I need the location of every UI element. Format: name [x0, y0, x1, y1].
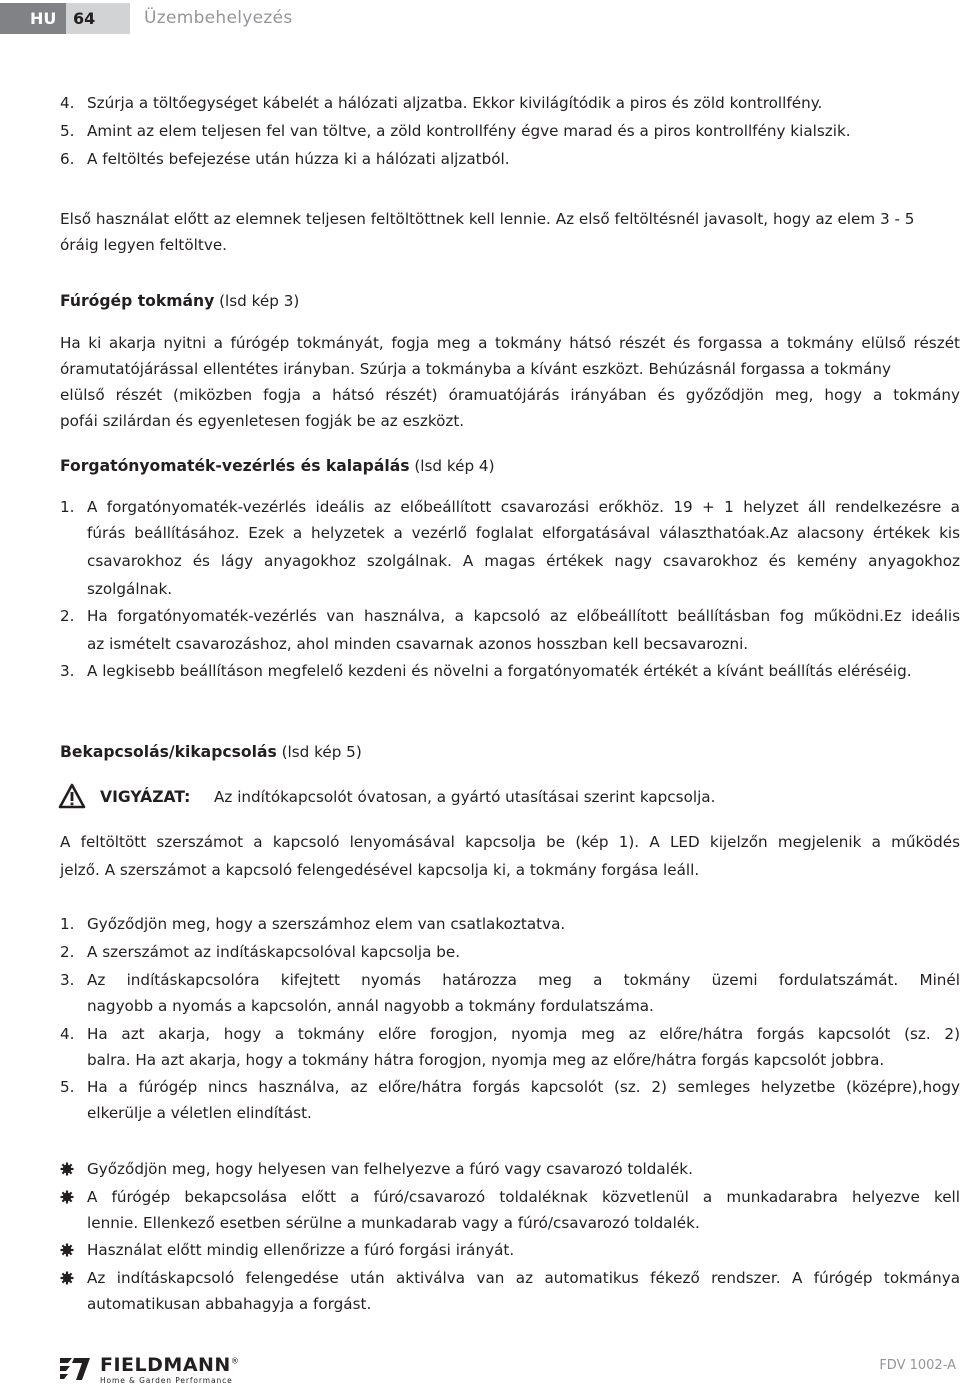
model-number: FDV 1002-A	[879, 1358, 956, 1373]
bullet-gear-icon	[60, 1162, 74, 1176]
power-step-line: Ha azt akarja, hogy a tokmány előre forogjon, nyomja meg az előre/hátra forgás kapcsolót (sz. 2)	[87, 1025, 960, 1043]
first-use-paragraph: Első használat előtt az elemnek teljesen feltöltöttnek kell lennie. Az első feltöltésnél javasolt, hogy az elem 3 - 5	[60, 210, 915, 228]
power-step-number: 1.	[60, 915, 75, 933]
power-step-line: Győződjön meg, hogy a szerszámhoz elem van csatlakoztatva.	[87, 915, 566, 933]
step-number: 4.	[60, 94, 75, 112]
chuck-heading	[60, 288, 960, 314]
power-intro-line: A feltöltött szerszámot a kapcsoló lenyomásával kapcsolja be (kép 1). A LED kijelzőn megjelenik a működés	[60, 833, 960, 851]
power-step-line: Az indításkapcsolóra kifejtett nyomás határozza meg a tokmány üzemi fordulatszámát. Minél	[87, 971, 960, 989]
power-ref: (lsd kép 5)	[276, 743, 362, 761]
power-step-line: nagyobb a nyomás a kapcsolón, annál nagyobb a tokmány fordulatszáma.	[87, 997, 654, 1015]
bullet-gear-icon	[60, 1190, 74, 1204]
power-step-number: 3.	[60, 971, 75, 989]
chuck-text-line: óramutatójárással ellentétes irányban. Szúrja a tokmányba a kívánt eszközt. Behúzásnál forgassa a tokmány	[60, 360, 892, 378]
chuck-text-line: Ha ki akarja nyitni a fúrógép tokmányát, fogja meg a tokmány hátsó részét és forgassa a tokmány elülső részét	[60, 334, 960, 352]
page-number-badge	[66, 3, 130, 34]
power-step-line: elkerülje a véletlen elindítást.	[87, 1104, 312, 1122]
step-text: A feltöltés befejezése után húzza ki a hálózati aljzatból.	[87, 150, 510, 168]
bullet-line: Az indításkapcsoló felengedése után aktiválva van az automatikus fékező rendszer. A fúrógép tokmánya	[87, 1269, 960, 1287]
torque-item-number: 2.	[60, 607, 75, 625]
power-step-line: A szerszámot az indításkapcsolóval kapcsolja be.	[87, 943, 461, 961]
torque-title: Forgatónyomaték-vezérlés és kalapálás	[60, 457, 410, 475]
chuck-title: Fúrógép tokmány	[60, 292, 215, 310]
power-title: Bekapcsolás/kikapcsolás	[60, 743, 277, 761]
power-step-number: 2.	[60, 943, 75, 961]
chuck-text-line: elülső részét (miközben fogja a hátsó részét) óramuatójárás irányában és győződjön meg, hogy a tokmány	[60, 386, 960, 404]
torque-ref: (lsd kép 4)	[409, 457, 495, 475]
torque-item-line: Ha forgatónyomaték-vezérlés van használva, a kapcsoló az előbeállított beállításban fog működni.Ez ideális	[87, 607, 960, 625]
section-title: Üzembehelyezés	[144, 8, 293, 28]
torque-item-line: A forgatónyomaték-vezérlés ideális az előbeállított csavarozási erőkhöz. 19 + 1 helyzet áll rendelkezésre a	[87, 498, 960, 516]
power-step-number: 5.	[60, 1078, 75, 1096]
step-text: Szúrja a töltőegységet kábelét a hálózati aljzatba. Ekkor kivilágítódik a piros és zöld kontrollfény.	[87, 94, 823, 112]
page-header	[0, 0, 960, 34]
fieldmann-logo-icon	[58, 1354, 92, 1384]
brand-logo	[58, 1352, 258, 1386]
bullet-line: Használat előtt mindig ellenőrizze a fúró forgási irányát.	[87, 1241, 515, 1259]
bullet-line: automatikusan abbahagyja a forgást.	[87, 1295, 372, 1313]
page-number: 64	[73, 9, 96, 28]
torque-item-number: 3.	[60, 662, 75, 680]
brand-name: FIELDMANN®	[100, 1354, 240, 1376]
warning-triangle-icon	[58, 783, 86, 809]
torque-heading	[60, 453, 960, 479]
torque-item-line: fúrás beállításához. Ezek a helyzetek a vezérlő foglalat elforgatásával választhatóak.Az alacsony értékek kis	[87, 524, 960, 542]
torque-item-number: 1.	[60, 498, 75, 516]
power-step-line: Ha a fúrógép nincs használva, az előre/hátra forgás kapcsolót (sz. 2) semleges helyzetbe (középre),hogy	[87, 1078, 960, 1096]
first-use-paragraph: óráig legyen feltöltve.	[60, 236, 228, 254]
chuck-text-line: pofái szilárdan és egyenletesen fogják be az eszközt.	[60, 412, 465, 430]
bullet-line: lennie. Ellenkező esetben sérülne a munkadarab vagy a fúró/csavarozó toldalék.	[87, 1214, 700, 1232]
chuck-ref: (lsd kép 3)	[214, 292, 300, 310]
torque-item-line: az ismételt csavarozáshoz, ahol minden csavarnak azonos hosszban kell becsavarozni.	[87, 635, 749, 653]
brand-tagline: Home & Garden Performance	[100, 1376, 233, 1385]
bullet-line: A fúrógép bekapcsolása előtt a fúró/csavarozó toldaléknak közvetlenül a munkadarabra helyezve kell	[87, 1188, 960, 1206]
bullet-gear-icon	[60, 1271, 74, 1285]
step-number: 5.	[60, 122, 75, 140]
torque-item-line: szolgálnak.	[87, 580, 173, 598]
power-intro-line: jelző. A szerszámot a kapcsoló felengedésével kapcsolja ki, a tokmány forgása leáll.	[60, 861, 700, 879]
warning-label: VIGYÁZAT:	[100, 788, 191, 806]
power-step-number: 4.	[60, 1025, 75, 1043]
bullet-gear-icon	[60, 1243, 74, 1257]
step-number: 6.	[60, 150, 75, 168]
power-step-line: balra. Ha azt akarja, hogy a tokmány hátra forogjon, nyomja meg az előre/hátra forgás kapcsolót jobbra.	[87, 1051, 885, 1069]
power-heading	[60, 739, 960, 765]
torque-item-line: A legkisebb beállításon megfelelő kezdeni és növelni a forgatónyomaték értékét a kívánt beállítás eléréséig.	[87, 662, 912, 680]
bullet-line: Győződjön meg, hogy helyesen van felhelyezve a fúró vagy csavarozó toldalék.	[87, 1160, 693, 1178]
torque-item-line: csavarokhoz és lágy anyagokhoz szolgálnak. A magas értékek nagy csavarokhoz és kemény anyagokhoz	[87, 552, 960, 570]
warning-text: Az indítókapcsolót óvatosan, a gyártó utasításai szerint kapcsolja.	[214, 788, 716, 806]
step-text: Amint az elem teljesen fel van töltve, a zöld kontrollfény égve marad és a piros kontrollfény kialszik.	[87, 122, 851, 140]
language-badge	[0, 3, 66, 34]
language-code: HU	[30, 9, 57, 28]
